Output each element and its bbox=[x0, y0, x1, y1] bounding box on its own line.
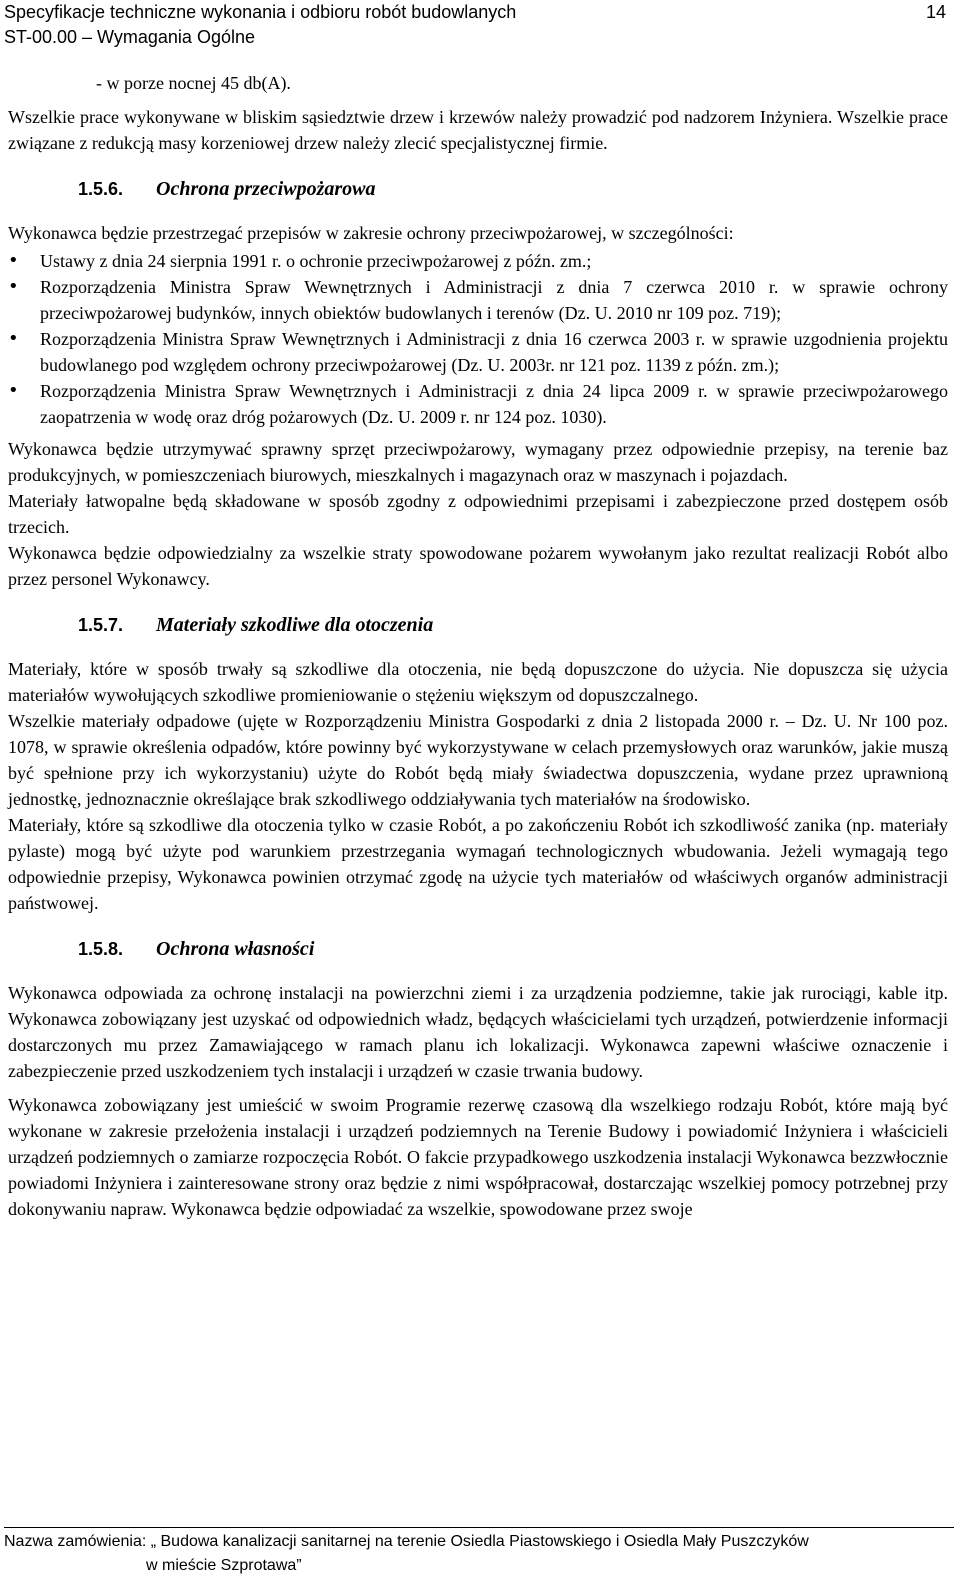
footer-order-location: w mieście Szprotawa” bbox=[146, 1557, 302, 1574]
paragraph: Wykonawca będzie odpowiedzialny za wszelkie straty spowodowane pożarem wywołanym jako rezultat realizacji Robót albo przez personel Wykonawcy. bbox=[8, 543, 948, 589]
section-title: Materiały szkodliwe dla otoczenia bbox=[156, 614, 434, 636]
section-number: 1.5.6. bbox=[78, 179, 124, 199]
paragraph: Wykonawca odpowiada za ochronę instalacji na powierzchni ziemi i za urządzenia podziemne, takie jak rurociągi, kable itp. Wykonawca zobowiązany jest uzyskać od odpowiednich władz, będących właścicielami tych urządzeń, potwierdzenie informacji dostarczonych mu przez Zamawiającego w ramach planu ich lokalizacji. Wykonawca zapewni właściwe oznaczenie i zabezpieczenie przed uszkodzeniem tych instalacji i urządzeń w czasie trwania budowy. bbox=[8, 983, 948, 1081]
paragraph: Materiały, które w sposób trwały są szkodliwe dla otoczenia, nie będą dopuszczone do użycia. Nie dopuszcza się użycia materiałów wywołujących szkodliwe promieniowanie o stężeniu większym od dopuszczalnego. bbox=[8, 659, 948, 705]
page-footer bbox=[4, 1527, 954, 1578]
footer-order-name: Nazwa zamówienia: „ Budowa kanalizacji sanitarnej na terenie Osiedla Piastowskiego i Osiedla Mały Puszczyków bbox=[4, 1533, 809, 1550]
document-body bbox=[8, 70, 948, 1222]
list-item: • Rozporządzenia Ministra Spraw Wewnętrznych i Administracji z dnia 24 lipca 2009 r. w sprawie przeciwpożarowego zaopatrzenia w wodę oraz dróg pożarowych (Dz. U. 2009 r. nr 124 poz. 1030). bbox=[8, 378, 948, 430]
page-number: 14 bbox=[925, 2, 946, 22]
paragraph: Wszelkie prace wykonywane w bliskim sąsiedztwie drzew i krzewów należy prowadzić pod nadzorem Inżyniera. Wszelkie prace związane z redukcją masy korzeniowej drzew należy zlecić specjalistycznej firmie. bbox=[8, 107, 948, 153]
section-title: Ochrona przeciwpożarowa bbox=[156, 178, 376, 200]
list-item: • Rozporządzenia Ministra Spraw Wewnętrznych i Administracji z dnia 7 czerwca 2010 r. w sprawie ochrony przeciwpożarowej budynków, innych obiektów budowlanych i terenów (Dz. U. 2010 nr 109 poz. 719); bbox=[8, 274, 948, 326]
dash-list-item: - w porze nocnej 45 db(A). bbox=[96, 73, 291, 93]
document-subtitle: ST-00.00 – Wymagania Ogólne bbox=[4, 27, 255, 47]
section-title: Ochrona własności bbox=[156, 938, 315, 960]
footer-divider bbox=[4, 1527, 954, 1528]
list-item: • Ustawy z dnia 24 sierpnia 1991 r. o ochronie przeciwpożarowej z późn. zm.; bbox=[8, 248, 948, 274]
regulations-list bbox=[8, 248, 948, 430]
section-number: 1.5.7. bbox=[78, 615, 124, 635]
paragraph: Wszelkie materiały odpadowe (ujęte w Rozporządzeniu Ministra Gospodarki z dnia 2 listopada 2000 r. – Dz. U. Nr 100 poz. 1078, w sprawie określenia odpadów, które powinny być wykorzystywane w celach przemysłowych oraz warunków, jakie muszą być spełnione przy ich wykorzystaniu) użyte do Robót będą miały świadectwa dopuszczenia, wydane przez uprawnioną jednostkę, jednoznacznie określające brak szkodliwego oddziaływania tych materiałów na środowisko. bbox=[8, 711, 948, 809]
document-title: Specyfikacje techniczne wykonania i odbioru robót budowlanych bbox=[4, 2, 517, 22]
page-header bbox=[4, 0, 954, 50]
section-number: 1.5.8. bbox=[78, 939, 124, 959]
paragraph: Wykonawca będzie przestrzegać przepisów w zakresie ochrony przeciwpożarowej, w szczególności: bbox=[8, 223, 734, 243]
paragraph: Materiały łatwopalne będą składowane w sposób zgodny z odpowiednimi przepisami i zabezpieczone przed dostępem osób trzecich. bbox=[8, 491, 948, 537]
section-heading-1-5-6 bbox=[8, 176, 948, 202]
paragraph: Materiały, które są szkodliwe dla otoczenia tylko w czasie Robót, a po zakończeniu Robót ich szkodliwość zanika (np. materiały pylaste) mogą być użyte pod warunkiem przestrzegania wymagań technologicznych wbudowania. Jeżeli wymagają tego odpowiednie przepisy, Wykonawca powinien otrzymać zgodę na użycie tych materiałów od właściwych organów administracji państwowej. bbox=[8, 815, 948, 913]
list-item: • Rozporządzenia Ministra Spraw Wewnętrznych i Administracji z dnia 16 czerwca 2003 r. w sprawie uzgodnienia projektu budowlanego pod względem ochrony przeciwpożarowej (Dz. U. 2003r. nr 121 poz. 1139 z późn. zm.); bbox=[8, 326, 948, 378]
section-heading-1-5-8 bbox=[8, 936, 948, 962]
section-heading-1-5-7 bbox=[8, 612, 948, 638]
paragraph: Wykonawca zobowiązany jest umieścić w swoim Programie rezerwę czasową dla wszelkiego rodzaju Robót, które mają być wykonane w zakresie przełożenia instalacji i urządzeń podziemnych na Terenie Budowy i powiadomić Inżyniera i właścicieli urządzeń podziemnych o zamiarze rozpoczęcia Robót. O fakcie przypadkowego uszkodzenia instalacji Wykonawca bezzwłocznie powiadomi Inżyniera i zainteresowane strony oraz będzie z nimi współpracował, dostarczając wszelkiej pomocy potrzebnej przy dokonywaniu napraw. Wykonawca będzie odpowiadać za wszelkie, spowodowane przez swoje bbox=[8, 1095, 948, 1219]
paragraph: Wykonawca będzie utrzymywać sprawny sprzęt przeciwpożarowy, wymagany przez odpowiednie przepisy, na terenie baz produkcyjnych, w pomieszczeniach biurowych, mieszkalnych i magazynach oraz w maszynach i pojazdach. bbox=[8, 439, 948, 485]
